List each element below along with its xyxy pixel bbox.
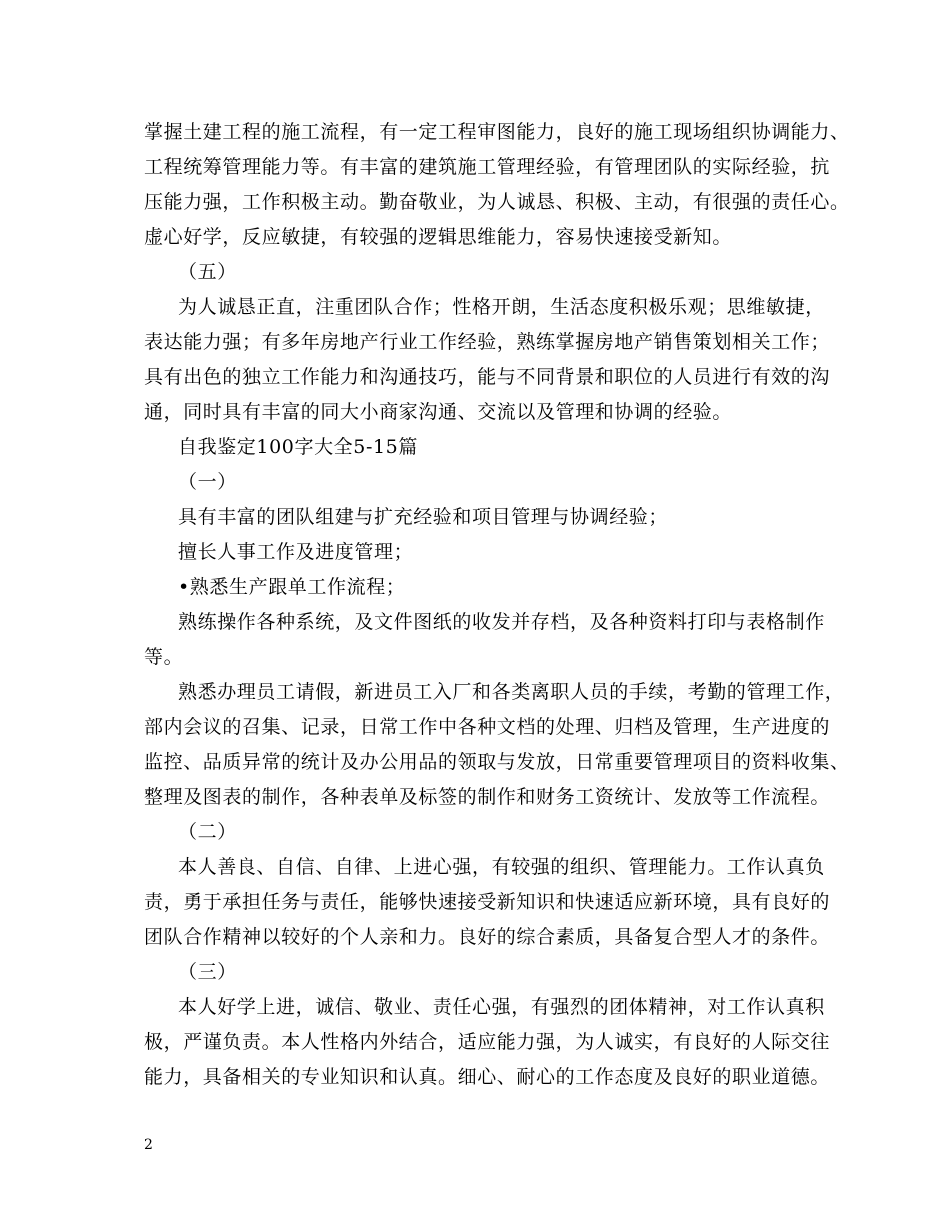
- text-line: 为人诚恳正直，注重团队合作；性格开朗，生活态度积极乐观；思维敏捷，: [178, 296, 825, 318]
- section-heading: （五）: [178, 261, 237, 283]
- text-line: 压能力强，工作积极主动。勤奋敬业，为人诚恳、积极、主动，有很强的责任心。: [144, 191, 850, 213]
- text-line: 具有出色的独立工作能力和沟通技巧，能与不同背景和职位的人员进行有效的沟: [144, 366, 831, 388]
- text-line: 熟练操作各种系统，及文件图纸的收发并存档，及各种资料打印与表格制作: [178, 611, 825, 633]
- text-line: 虚心好学，反应敏捷，有较强的逻辑思维能力，容易快速接受新知。: [144, 226, 733, 248]
- text-line: 整理及图表的制作，各种表单及标签的制作和财务工资统计、发放等工作流程。: [144, 786, 831, 808]
- text-line: 表达能力强；有多年房地产行业工作经验，熟练掌握房地产销售策划相关工作；: [144, 331, 831, 353]
- text-line: 本人好学上进，诚信、敬业、责任心强，有强烈的团体精神，对工作认真积: [178, 996, 825, 1018]
- text-line: 熟悉办理员工请假，新进员工入厂和各类离职人员的手续，考勤的管理工作，: [178, 681, 845, 703]
- section-title: 自我鉴定100字大全5-15篇: [178, 436, 418, 458]
- page-number: 2: [144, 1137, 153, 1153]
- text-line: 监控、品质异常的统计及办公用品的领取与发放，日常重要管理项目的资料收集、: [144, 751, 850, 773]
- text-line: 通，同时具有丰富的同大小商家沟通、交流以及管理和协调的经验。: [144, 401, 733, 423]
- text-line: 部内会议的召集、记录，日常工作中各种文档的处理、归档及管理，生产进度的: [144, 716, 831, 738]
- text-line: 掌握土建工程的施工流程，有一定工程审图能力，良好的施工现场组织协调能力、: [144, 121, 850, 143]
- section-heading: （二）: [178, 821, 237, 843]
- text-line: 团队合作精神以较好的个人亲和力。良好的综合素质，具备复合型人才的条件。: [144, 926, 831, 948]
- text-line: 工程统筹管理能力等。有丰富的建筑施工管理经验，有管理团队的实际经验，抗: [144, 156, 831, 178]
- text-line: 责，勇于承担任务与责任，能够快速接受新知识和快速适应新环境，具有良好的: [144, 891, 831, 913]
- text-line: 擅长人事工作及进度管理；: [178, 541, 414, 563]
- section-heading: （一）: [178, 471, 237, 493]
- text-line: 能力，具备相关的专业知识和认真。细心、耐心的工作态度及良好的职业道德。: [144, 1066, 831, 1088]
- text-line: 极，严谨负责。本人性格内外结合，适应能力强，为人诚实，有良好的人际交往: [144, 1031, 831, 1053]
- text-line: •熟悉生产跟单工作流程；: [178, 576, 406, 598]
- text-line: 具有丰富的团队组建与扩充经验和项目管理与协调经验；: [178, 506, 669, 528]
- text-line: 等。: [144, 646, 184, 668]
- text-line: 本人善良、自信、自律、上进心强，有较强的组织、管理能力。工作认真负: [178, 856, 825, 878]
- section-heading: （三）: [178, 961, 237, 983]
